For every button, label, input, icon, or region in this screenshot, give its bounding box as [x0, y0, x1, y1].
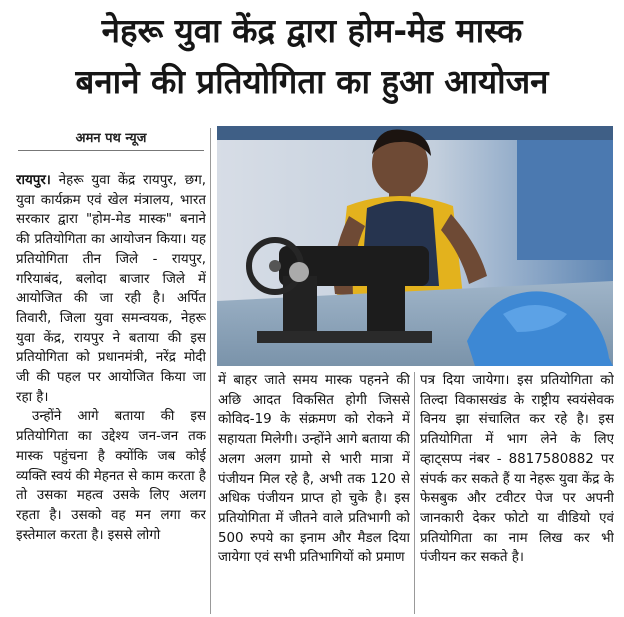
man-sewing-icon	[217, 126, 613, 366]
column-divider	[414, 372, 415, 614]
column-divider	[210, 128, 211, 614]
article-column-2	[218, 371, 410, 617]
byline: अमन पथ न्यूज	[75, 131, 147, 146]
article-column-1	[16, 171, 206, 617]
column1-paragraph-1: नेहरू युवा केंद्र रायपुर, छग, युवा कार्यक्रम एवं खेल मंत्रालय, भारत सरकार द्वारा "होम-मेड मास्क" बनाने की प्रतियोगिता का आयोजन किया। यह प्रतियोगिता तीन जिले - रायपुर, गरियाबंद, बलोदा बाजार जिले में आयोजित की जा रही है। अर्पित तिवारी, जिला युवा समन्वयक, नेहरू युवा केंद्र, रायपुर ने बताया की इस प्रतियोगिता को प्रधानमंत्री, नरेंद्र मोदी जी की पहल पर आयोजित किया जा रहा है।	[16, 173, 206, 405]
byline-divider	[18, 150, 204, 151]
news-photo	[217, 126, 613, 366]
headline-line-1: नेहरू युवा केंद्र द्वारा होम-मेड मास्क	[101, 11, 523, 50]
dateline: रायपुर।	[16, 173, 51, 188]
column2-paragraph-1: में बाहर जाते समय मास्क पहनने की अछि आदत विकसित होगी जिससे कोविद-19 के संक्रमण को रोकने में सहायता मिलेगी। उन्होंने आगे बताया की अलग अलग ग्रामो से भारी मात्रा में पंजीयन मिल रहे है, अभी तक 120 से अधिक पंजीयन प्राप्त हो चुके है। इस प्रतियोगिता में जीतने वाले प्रतिभागी को 500 रुपये का इनाम और मैडल दिया जायेगा एवं सभी प्रतिभागियों को प्रमाण	[218, 373, 410, 566]
column1-paragraph-2: उन्होंने आगे बताया की इस प्रतियोगिता का उद्देश्य जन-जन तक मास्क पहुंचना है क्योंकि जब कोई व्यक्ति स्वयं की मेहनत से काम करता है तो उसका महत्व उसके लिए अलग रहता है। उसको वह मन लगा कर इस्तेमाल करता है। इससे लोगो	[16, 409, 206, 543]
article-column-3	[420, 371, 614, 617]
headline	[8, 6, 616, 108]
column3-paragraph-1: पत्र दिया जायेगा। इस प्रतियोगिता को तिल्दा विकासखंड के राष्ट्रीय स्वयंसेवक विनय झा संचालित कर रहे है। इस प्रतियोगिता में भाग लेने के लिए व्हाट्सप्प नंबर - 8817580882 पर संपर्क कर सकते हैं या नेहरू युवा केंद्र के फेसबुक और टवीटर पेज पर अपनी जानकारी देकर फोटो या वीडियो एवं प्रतियोगिता का नाम लिख कर भी पंजीयन कर सकते है।	[420, 373, 614, 566]
headline-line-2: बनाने की प्रतियोगिता का हुआ आयोजन	[75, 62, 549, 101]
